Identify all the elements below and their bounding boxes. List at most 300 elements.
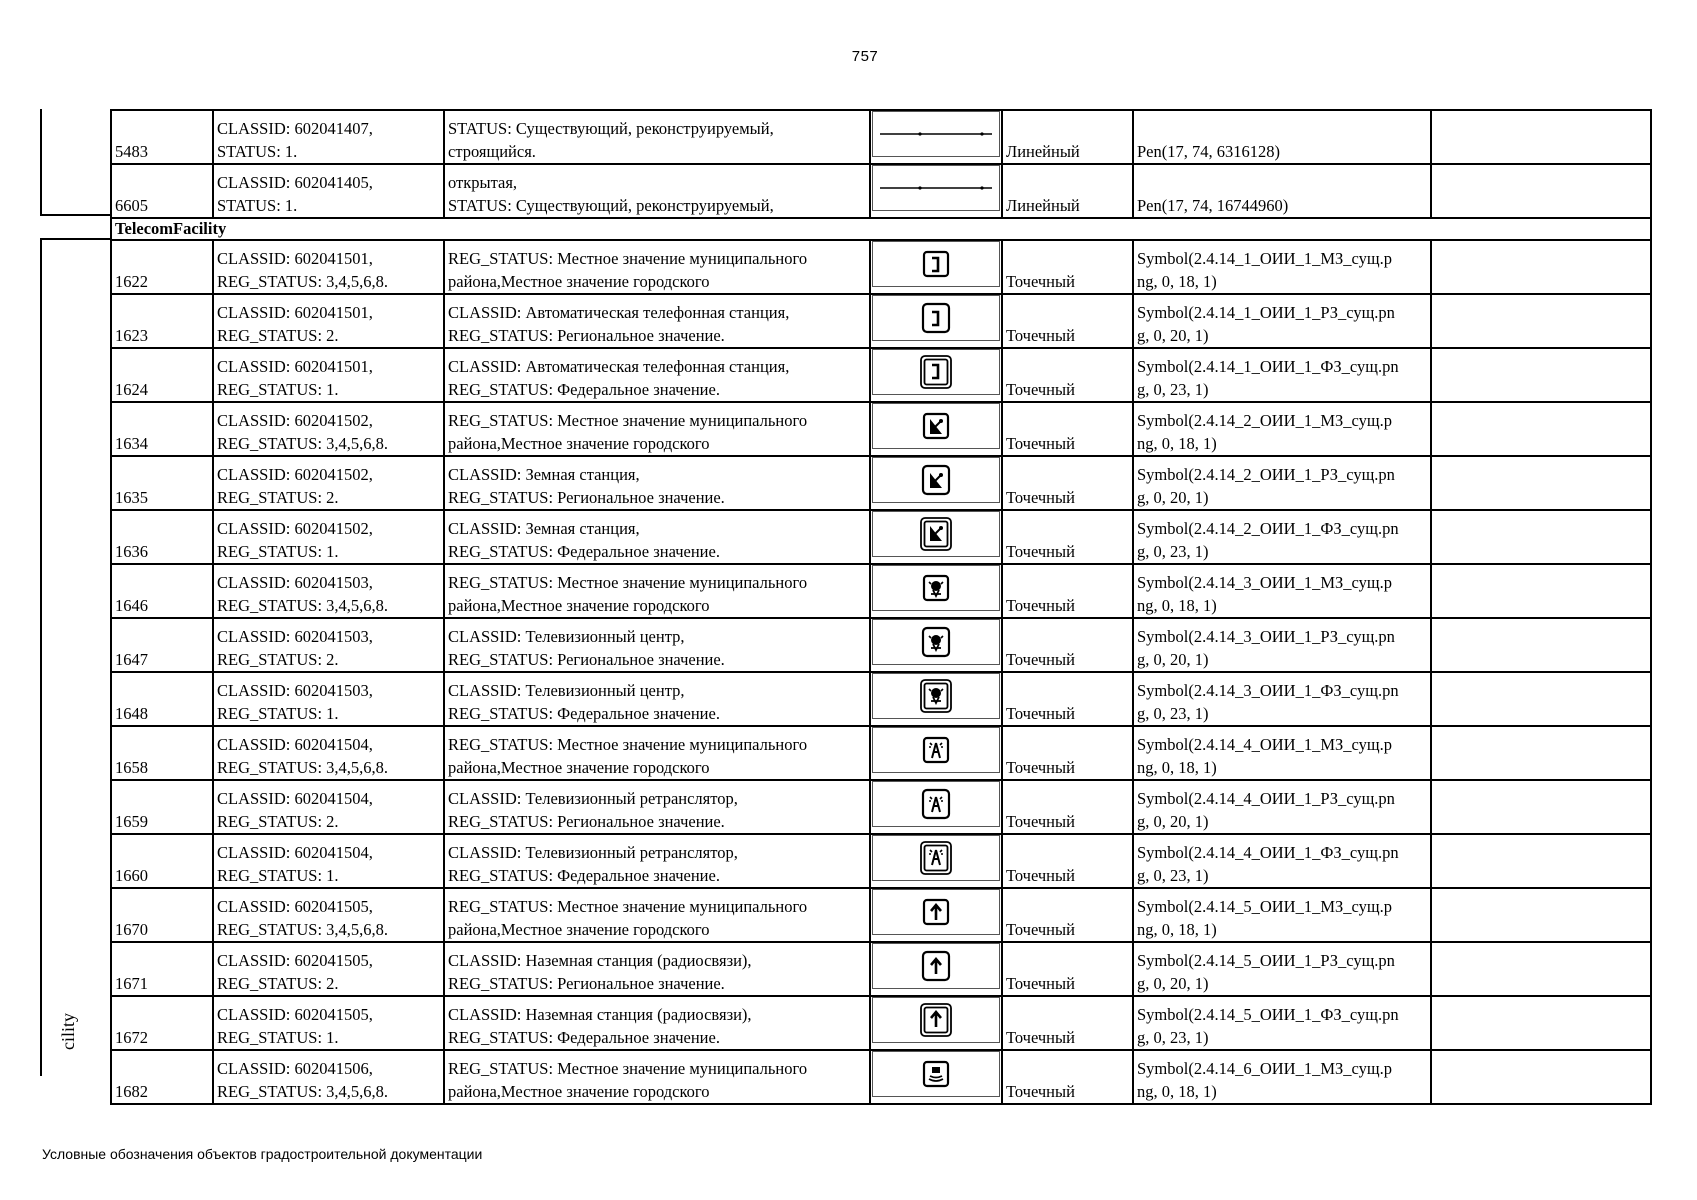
geometry-type-cell xyxy=(1002,456,1133,510)
cell-line: CLASSID: 602041405, xyxy=(217,173,373,192)
cell-line: REG_STATUS: 3,4,5,6,8. xyxy=(217,272,389,291)
cell-line: REG_STATUS: 3,4,5,6,8. xyxy=(217,596,389,615)
description-cell xyxy=(444,294,870,348)
symbols-table xyxy=(110,109,1652,1105)
table-row xyxy=(111,834,1651,888)
cell-line: ng, 0, 18, 1) xyxy=(1137,1082,1217,1101)
cell-line: REG_STATUS: 2. xyxy=(217,812,339,831)
table-row xyxy=(111,294,1651,348)
geometry-type: Точечный xyxy=(1006,812,1075,831)
cell-line: REG_STATUS: 2. xyxy=(217,650,339,669)
condition-cell xyxy=(213,294,444,348)
geometry-type: Точечный xyxy=(1006,488,1075,507)
row-id-text: 1660 xyxy=(115,866,148,885)
geometry-type-cell xyxy=(1002,618,1133,672)
cell-line: REG_STATUS: Федеральное значение. xyxy=(448,380,720,399)
tv-relay-icon xyxy=(872,727,1000,773)
condition-cell xyxy=(213,240,444,294)
table-row xyxy=(111,996,1651,1050)
condition-cell xyxy=(213,348,444,402)
geometry-type: Точечный xyxy=(1006,704,1075,723)
style-cell xyxy=(1133,456,1431,510)
geometry-type: Точечный xyxy=(1006,596,1075,615)
section-title xyxy=(111,218,1651,240)
cell-line: CLASSID: Автоматическая телефонная станция, xyxy=(448,357,790,376)
cell-line: Symbol(2.4.14_5_ОИИ_1_РЗ_сущ.pn xyxy=(1137,951,1395,970)
cell-line: REG_STATUS: Местное значение муниципального xyxy=(448,735,808,754)
geometry-type: Точечный xyxy=(1006,866,1075,885)
symbol-cell xyxy=(870,564,1002,618)
table-row xyxy=(111,1050,1651,1104)
row-id-text: 1670 xyxy=(115,920,148,939)
symbol-cell xyxy=(870,294,1002,348)
cell-line: Symbol(2.4.14_2_ОИИ_1_РЗ_сущ.pn xyxy=(1137,465,1395,484)
style-cell xyxy=(1133,942,1431,996)
cell-line: Symbol(2.4.14_3_ОИИ_1_ФЗ_сущ.pn xyxy=(1137,681,1399,700)
group-bracket-top-end xyxy=(40,214,112,216)
cell-line: REG_STATUS: Федеральное значение. xyxy=(448,704,720,723)
cell-line: g, 0, 23, 1) xyxy=(1137,704,1209,723)
cell-line: Symbol(2.4.14_3_ОИИ_1_РЗ_сущ.pn xyxy=(1137,627,1395,646)
cell-line: CLASSID: 602041502, xyxy=(217,411,373,430)
table-row xyxy=(111,672,1651,726)
symbol-cell xyxy=(870,834,1002,888)
description-cell xyxy=(444,618,870,672)
condition-cell xyxy=(213,888,444,942)
style-cell xyxy=(1133,564,1431,618)
symbol-cell xyxy=(870,402,1002,456)
row-id xyxy=(111,942,213,996)
description-cell xyxy=(444,1050,870,1104)
cell-line: ng, 0, 18, 1) xyxy=(1137,758,1217,777)
table-row xyxy=(111,510,1651,564)
empty-cell xyxy=(1431,618,1651,672)
cell-line: района,Местное значение городского xyxy=(448,758,710,777)
row-id xyxy=(111,996,213,1050)
table-row xyxy=(111,780,1651,834)
geometry-type-cell xyxy=(1002,348,1133,402)
cell-line: Symbol(2.4.14_1_ОИИ_1_РЗ_сущ.pn xyxy=(1137,303,1395,322)
row-id xyxy=(111,834,213,888)
tv-center-icon xyxy=(872,565,1000,611)
geometry-type-cell xyxy=(1002,110,1133,164)
cell-line: CLASSID: 602041501, xyxy=(217,303,373,322)
geometry-type: Точечный xyxy=(1006,434,1075,453)
cell-line: района,Местное значение городского xyxy=(448,596,710,615)
row-id-text: 1623 xyxy=(115,326,148,345)
symbol-cell xyxy=(870,618,1002,672)
page-number: 757 xyxy=(851,48,879,65)
cell-line: района,Местное значение городского xyxy=(448,920,710,939)
cell-line: CLASSID: 602041505, xyxy=(217,897,373,916)
cell-line: CLASSID: Земная станция, xyxy=(448,465,640,484)
tv-relay-icon xyxy=(872,835,1000,881)
style-cell xyxy=(1133,780,1431,834)
cell-line: Pen(17, 74, 6316128) xyxy=(1137,142,1280,161)
cell-line: REG_STATUS: Региональное значение. xyxy=(448,326,725,345)
cell-line: REG_STATUS: 3,4,5,6,8. xyxy=(217,1082,389,1101)
empty-cell xyxy=(1431,672,1651,726)
condition-cell xyxy=(213,726,444,780)
geometry-type: Линейный xyxy=(1006,196,1080,215)
geometry-type: Точечный xyxy=(1006,272,1075,291)
group-bracket-bottom-start xyxy=(40,238,112,240)
cell-line: CLASSID: 602041504, xyxy=(217,789,373,808)
cell-line: REG_STATUS: 3,4,5,6,8. xyxy=(217,920,389,939)
cell-line: Symbol(2.4.14_1_ОИИ_1_МЗ_сущ.p xyxy=(1137,249,1392,268)
cell-line: CLASSID: 602041504, xyxy=(217,735,373,754)
geometry-type-cell xyxy=(1002,294,1133,348)
table-row xyxy=(111,888,1651,942)
style-cell xyxy=(1133,510,1431,564)
line-symbol-icon xyxy=(872,165,1000,211)
earth-station-icon xyxy=(872,457,1000,503)
cell-line: REG_STATUS: Региональное значение. xyxy=(448,812,725,831)
cell-line: REG_STATUS: 1. xyxy=(217,542,339,561)
cell-line: REG_STATUS: Местное значение муниципального xyxy=(448,897,808,916)
cell-line: REG_STATUS: 3,4,5,6,8. xyxy=(217,434,389,453)
cell-line: REG_STATUS: Федеральное значение. xyxy=(448,1028,720,1047)
row-id-text: 1624 xyxy=(115,380,148,399)
geometry-type-cell xyxy=(1002,726,1133,780)
style-cell xyxy=(1133,110,1431,164)
empty-cell xyxy=(1431,240,1651,294)
empty-cell xyxy=(1431,510,1651,564)
cell-line: района,Местное значение городского xyxy=(448,434,710,453)
row-id xyxy=(111,672,213,726)
cell-line: CLASSID: 602041505, xyxy=(217,1005,373,1024)
cell-line: ng, 0, 18, 1) xyxy=(1137,434,1217,453)
description-cell xyxy=(444,240,870,294)
geometry-type: Точечный xyxy=(1006,650,1075,669)
radio-ground-station-icon xyxy=(872,889,1000,935)
row-id xyxy=(111,110,213,164)
geometry-type-cell xyxy=(1002,1050,1133,1104)
geometry-type: Точечный xyxy=(1006,380,1075,399)
row-id-text: 1646 xyxy=(115,596,148,615)
geometry-type-cell xyxy=(1002,780,1133,834)
cell-line: g, 0, 20, 1) xyxy=(1137,974,1209,993)
row-id-text: 1622 xyxy=(115,272,148,291)
geometry-type-cell xyxy=(1002,942,1133,996)
description-cell xyxy=(444,834,870,888)
symbol-cell xyxy=(870,672,1002,726)
empty-cell xyxy=(1431,164,1651,218)
cell-line: Symbol(2.4.14_4_ОИИ_1_МЗ_сущ.p xyxy=(1137,735,1392,754)
empty-cell xyxy=(1431,942,1651,996)
description-cell xyxy=(444,348,870,402)
cell-line: CLASSID: Телевизионный ретранслятор, xyxy=(448,843,738,862)
empty-cell xyxy=(1431,294,1651,348)
style-cell xyxy=(1133,1050,1431,1104)
radio-ground-station-icon xyxy=(872,997,1000,1043)
row-id xyxy=(111,726,213,780)
style-cell xyxy=(1133,402,1431,456)
telephone-station-icon xyxy=(872,295,1000,341)
cell-line: CLASSID: 602041502, xyxy=(217,519,373,538)
cell-line: открытая, xyxy=(448,173,518,192)
cell-line: g, 0, 20, 1) xyxy=(1137,650,1209,669)
row-id xyxy=(111,564,213,618)
cell-line: REG_STATUS: 1. xyxy=(217,704,339,723)
tv-center-icon xyxy=(872,619,1000,665)
cell-line: района,Местное значение городского xyxy=(448,1082,710,1101)
style-cell xyxy=(1133,348,1431,402)
geometry-type-cell xyxy=(1002,996,1133,1050)
geometry-type-cell xyxy=(1002,510,1133,564)
row-id xyxy=(111,240,213,294)
symbol-cell xyxy=(870,348,1002,402)
cell-line: CLASSID: 602041504, xyxy=(217,843,373,862)
tv-center-icon xyxy=(872,673,1000,719)
description-cell xyxy=(444,672,870,726)
cell-line: Symbol(2.4.14_2_ОИИ_1_МЗ_сущ.p xyxy=(1137,411,1392,430)
condition-cell xyxy=(213,402,444,456)
cell-line: REG_STATUS: Федеральное значение. xyxy=(448,866,720,885)
condition-cell xyxy=(213,1050,444,1104)
cell-line: Symbol(2.4.14_4_ОИИ_1_РЗ_сущ.pn xyxy=(1137,789,1395,808)
description-cell xyxy=(444,996,870,1050)
document-footer: Условные обозначения объектов градостроительной документации xyxy=(42,1146,483,1162)
symbol-cell xyxy=(870,510,1002,564)
cell-line: REG_STATUS: Региональное значение. xyxy=(448,650,725,669)
geometry-type: Точечный xyxy=(1006,1082,1075,1101)
telephone-station-icon xyxy=(872,349,1000,395)
cell-line: CLASSID: 602041503, xyxy=(217,627,373,646)
earth-station-icon xyxy=(872,511,1000,557)
table-row xyxy=(111,240,1651,294)
cell-line: REG_STATUS: 2. xyxy=(217,488,339,507)
row-id xyxy=(111,510,213,564)
symbol-cell xyxy=(870,1050,1002,1104)
symbol-cell xyxy=(870,110,1002,164)
row-id-text: 1636 xyxy=(115,542,148,561)
row-id xyxy=(111,456,213,510)
table-row xyxy=(111,618,1651,672)
description-cell xyxy=(444,402,870,456)
geometry-type: Линейный xyxy=(1006,142,1080,161)
geometry-type: Точечный xyxy=(1006,974,1075,993)
symbol-cell xyxy=(870,780,1002,834)
row-id-text: 1671 xyxy=(115,974,148,993)
geometry-type-cell xyxy=(1002,164,1133,218)
cell-line: g, 0, 20, 1) xyxy=(1137,812,1209,831)
empty-cell xyxy=(1431,780,1651,834)
cell-line: CLASSID: Телевизионный центр, xyxy=(448,681,685,700)
row-id-text: 1659 xyxy=(115,812,148,831)
table-row xyxy=(111,164,1651,218)
description-cell xyxy=(444,888,870,942)
condition-cell xyxy=(213,780,444,834)
symbol-cell xyxy=(870,456,1002,510)
cell-line: REG_STATUS: Федеральное значение. xyxy=(448,542,720,561)
cell-line: CLASSID: 602041501, xyxy=(217,249,373,268)
row-id-text: 1658 xyxy=(115,758,148,777)
cell-line: CLASSID: 602041505, xyxy=(217,951,373,970)
tv-relay-icon xyxy=(872,781,1000,827)
empty-cell xyxy=(1431,888,1651,942)
cell-line: CLASSID: Земная станция, xyxy=(448,519,640,538)
table-row xyxy=(111,942,1651,996)
cell-line: REG_STATUS: Местное значение муниципального xyxy=(448,411,808,430)
condition-cell xyxy=(213,164,444,218)
style-cell xyxy=(1133,672,1431,726)
cell-line: REG_STATUS: 2. xyxy=(217,974,339,993)
table-row xyxy=(111,456,1651,510)
group-bracket-top xyxy=(40,109,42,216)
row-id xyxy=(111,1050,213,1104)
cell-line: REG_STATUS: Региональное значение. xyxy=(448,974,725,993)
cell-line: REG_STATUS: Местное значение муниципального xyxy=(448,573,808,592)
table-row xyxy=(111,110,1651,164)
condition-cell xyxy=(213,942,444,996)
telephone-station-icon xyxy=(872,241,1000,287)
style-cell xyxy=(1133,888,1431,942)
cell-line: REG_STATUS: 1. xyxy=(217,380,339,399)
cell-line: g, 0, 20, 1) xyxy=(1137,488,1209,507)
cell-line: REG_STATUS: 3,4,5,6,8. xyxy=(217,758,389,777)
description-cell xyxy=(444,942,870,996)
cell-line: Symbol(2.4.14_4_ОИИ_1_ФЗ_сущ.pn xyxy=(1137,843,1399,862)
empty-cell xyxy=(1431,1050,1651,1104)
geometry-type-cell xyxy=(1002,402,1133,456)
geometry-type-cell xyxy=(1002,672,1133,726)
symbol-cell xyxy=(870,996,1002,1050)
section-title-text: TelecomFacility xyxy=(115,219,227,238)
condition-cell xyxy=(213,996,444,1050)
cell-line: g, 0, 20, 1) xyxy=(1137,326,1209,345)
row-id-text: 5483 xyxy=(115,142,148,161)
symbol-cell xyxy=(870,726,1002,780)
row-id xyxy=(111,888,213,942)
cell-line: CLASSID: 602041503, xyxy=(217,681,373,700)
row-id xyxy=(111,348,213,402)
geometry-type: Точечный xyxy=(1006,326,1075,345)
empty-cell xyxy=(1431,726,1651,780)
style-cell xyxy=(1133,240,1431,294)
earth-station-icon xyxy=(872,403,1000,449)
row-id-text: 1634 xyxy=(115,434,148,453)
style-cell xyxy=(1133,996,1431,1050)
row-id-text: 1672 xyxy=(115,1028,148,1047)
cell-line: ng, 0, 18, 1) xyxy=(1137,596,1217,615)
description-cell xyxy=(444,164,870,218)
condition-cell xyxy=(213,834,444,888)
geometry-type-cell xyxy=(1002,834,1133,888)
cell-line: REG_STATUS: Местное значение муниципального xyxy=(448,249,808,268)
cell-line: CLASSID: 602041502, xyxy=(217,465,373,484)
cell-line: Symbol(2.4.14_5_ОИИ_1_МЗ_сущ.p xyxy=(1137,897,1392,916)
empty-cell xyxy=(1431,834,1651,888)
description-cell xyxy=(444,456,870,510)
cell-line: CLASSID: 602041506, xyxy=(217,1059,373,1078)
cell-line: CLASSID: 602041407, xyxy=(217,119,373,138)
cell-line: Pen(17, 74, 16744960) xyxy=(1137,196,1289,215)
style-cell xyxy=(1133,618,1431,672)
group-vertical-label: cility xyxy=(58,1013,78,1050)
section-header-row xyxy=(111,218,1651,240)
style-cell xyxy=(1133,726,1431,780)
line-symbol-icon xyxy=(872,111,1000,157)
cell-line: CLASSID: Телевизионный центр, xyxy=(448,627,685,646)
description-cell xyxy=(444,780,870,834)
cell-line: района,Местное значение городского xyxy=(448,272,710,291)
table-row xyxy=(111,564,1651,618)
description-cell xyxy=(444,510,870,564)
style-cell xyxy=(1133,164,1431,218)
style-cell xyxy=(1133,294,1431,348)
geometry-type: Точечный xyxy=(1006,1028,1075,1047)
symbol-cell xyxy=(870,240,1002,294)
cell-line: ng, 0, 18, 1) xyxy=(1137,272,1217,291)
cell-line: Symbol(2.4.14_6_ОИИ_1_МЗ_сущ.p xyxy=(1137,1059,1392,1078)
condition-cell xyxy=(213,510,444,564)
symbol-cell xyxy=(870,164,1002,218)
condition-cell xyxy=(213,456,444,510)
geometry-type: Точечный xyxy=(1006,542,1075,561)
cell-line: g, 0, 23, 1) xyxy=(1137,866,1209,885)
row-id-text: 1682 xyxy=(115,1082,148,1101)
condition-cell xyxy=(213,110,444,164)
cell-line: строящийся. xyxy=(448,142,536,161)
style-cell xyxy=(1133,834,1431,888)
cell-line: CLASSID: Наземная станция (радиосвязи), xyxy=(448,951,752,970)
empty-cell xyxy=(1431,110,1651,164)
row-id xyxy=(111,294,213,348)
condition-cell xyxy=(213,618,444,672)
cell-line: CLASSID: 602041501, xyxy=(217,357,373,376)
cell-line: g, 0, 23, 1) xyxy=(1137,380,1209,399)
cell-line: REG_STATUS: Местное значение муниципального xyxy=(448,1059,808,1078)
condition-cell xyxy=(213,672,444,726)
empty-cell xyxy=(1431,996,1651,1050)
geometry-type: Точечный xyxy=(1006,920,1075,939)
cell-line: REG_STATUS: 1. xyxy=(217,1028,339,1047)
cell-line: g, 0, 23, 1) xyxy=(1137,1028,1209,1047)
table-row xyxy=(111,402,1651,456)
cell-line: Symbol(2.4.14_5_ОИИ_1_ФЗ_сущ.pn xyxy=(1137,1005,1399,1024)
geometry-type: Точечный xyxy=(1006,758,1075,777)
cell-line: Symbol(2.4.14_3_ОИИ_1_МЗ_сущ.p xyxy=(1137,573,1392,592)
row-id-text: 1647 xyxy=(115,650,148,669)
condition-cell xyxy=(213,564,444,618)
cell-line: CLASSID: 602041503, xyxy=(217,573,373,592)
cell-line: CLASSID: Наземная станция (радиосвязи), xyxy=(448,1005,752,1024)
row-id xyxy=(111,618,213,672)
cell-line: STATUS: Существующий, реконструируемый, xyxy=(448,119,774,138)
table-row xyxy=(111,348,1651,402)
geometry-type-cell xyxy=(1002,240,1133,294)
cell-line: STATUS: Существующий, реконструируемый, xyxy=(448,196,774,215)
description-cell xyxy=(444,110,870,164)
radio-station-icon xyxy=(872,1051,1000,1097)
cell-line: REG_STATUS: 2. xyxy=(217,326,339,345)
table-row xyxy=(111,726,1651,780)
empty-cell xyxy=(1431,402,1651,456)
cell-line: g, 0, 23, 1) xyxy=(1137,542,1209,561)
description-cell xyxy=(444,726,870,780)
cell-line: REG_STATUS: 1. xyxy=(217,866,339,885)
cell-line: REG_STATUS: Региональное значение. xyxy=(448,488,725,507)
radio-ground-station-icon xyxy=(872,943,1000,989)
cell-line: CLASSID: Телевизионный ретранслятор, xyxy=(448,789,738,808)
row-id-text: 1648 xyxy=(115,704,148,723)
symbol-cell xyxy=(870,888,1002,942)
row-id-text: 6605 xyxy=(115,196,148,215)
row-id-text: 1635 xyxy=(115,488,148,507)
group-bracket-bottom xyxy=(40,238,42,1076)
empty-cell xyxy=(1431,348,1651,402)
